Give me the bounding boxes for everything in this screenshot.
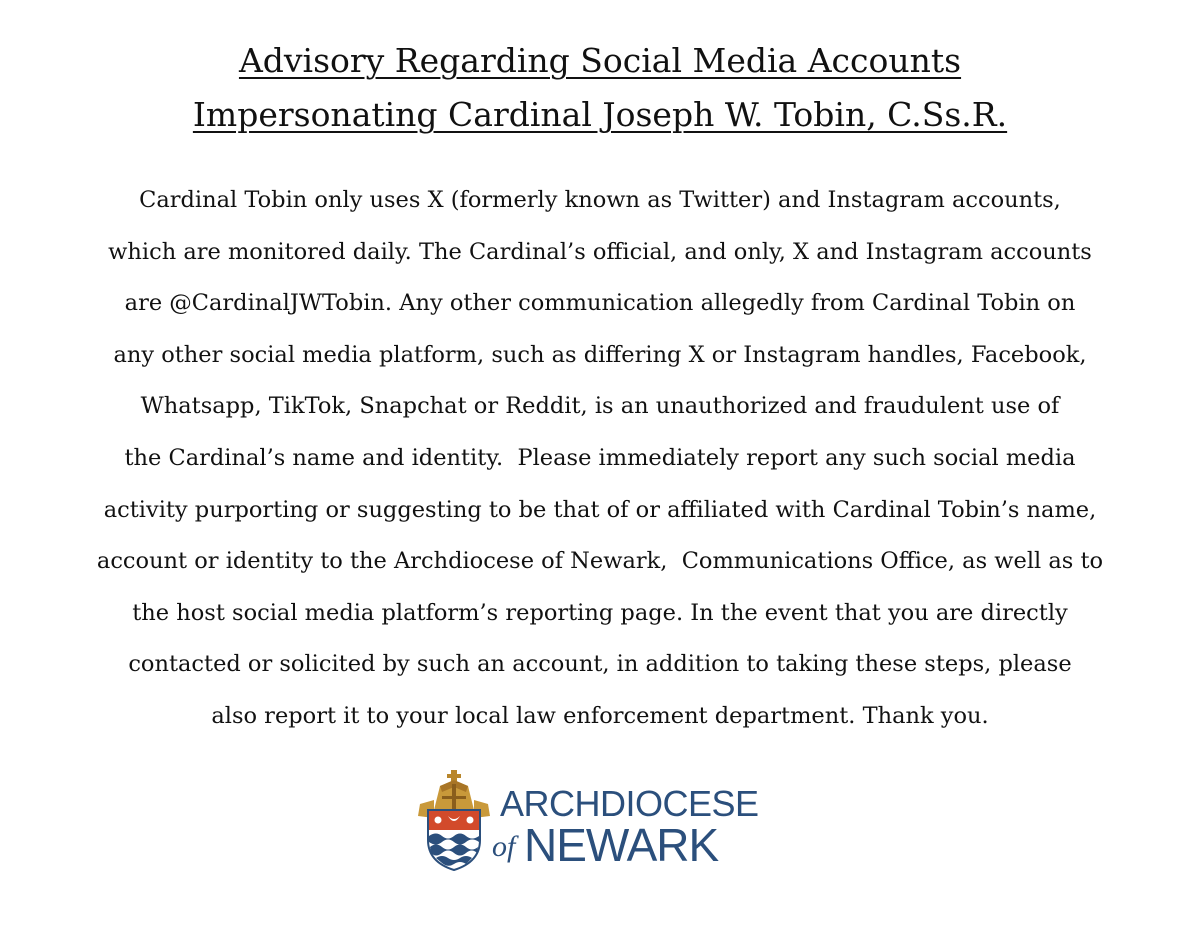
archdiocese-logo: [416, 770, 776, 874]
advisory-body: [0, 175, 1200, 743]
body-line: the Cardinal’s name and identity. Please immediately report any such social media: [124, 444, 1076, 471]
logo-of-text: of: [492, 830, 516, 863]
logo-archdiocese-text: ARCHDIOCESE: [500, 783, 759, 824]
body-line: are @CardinalJWTobin. Any other communication allegedly from Cardinal Tobin on: [124, 290, 1076, 317]
body-line: account or identity to the Archdiocese of Newark, Communications Office, as well as to: [96, 548, 1104, 575]
body-line: activity purporting or suggesting to be that of or affiliated with Cardinal Tobin’s name,: [103, 496, 1097, 523]
body-line: which are monitored daily. The Cardinal’s official, and only, X and Instagram accounts: [108, 238, 1092, 265]
body-line: Whatsapp, TikTok, Snapchat or Reddit, is an unauthorized and fraudulent use of: [140, 393, 1060, 420]
title-line-2: Impersonating Cardinal Joseph W. Tobin, C.Ss.R.: [192, 95, 1008, 134]
logo-newark-text: NEWARK: [524, 819, 719, 871]
body-line: contacted or solicited by such an account, in addition to taking these steps, please: [128, 651, 1072, 678]
body-line: the host social media platform’s reporting page. In the event that you are directly: [132, 599, 1068, 626]
body-line: also report it to your local law enforcement department. Thank you.: [211, 702, 989, 729]
title-line-1: Advisory Regarding Social Media Accounts: [238, 41, 962, 80]
body-line: Cardinal Tobin only uses X (formerly known as Twitter) and Instagram accounts,: [139, 187, 1061, 213]
body-line: any other social media platform, such as differing X or Instagram handles, Facebook,: [113, 341, 1087, 368]
crest-icon: [416, 770, 492, 872]
advisory-title: [0, 34, 1200, 142]
